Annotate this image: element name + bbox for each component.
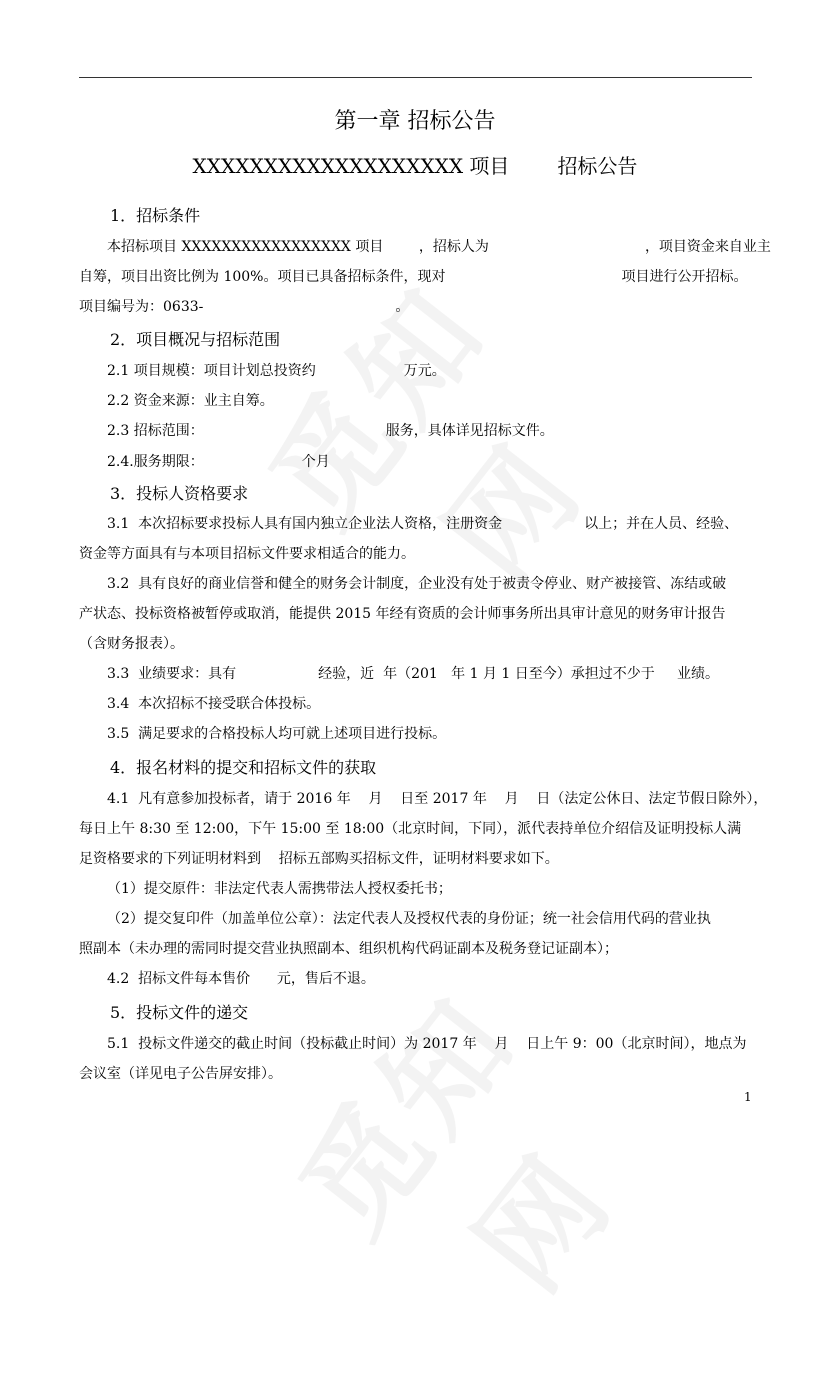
section-2-item-4: 2.4.服务期限： 个月 (107, 454, 330, 470)
section-4-item-1a: 4.1 凡有意参加投标者，请于 2016 年 月 日至 2017 年 月 日（法定公休日、法定节假日除外）， (107, 791, 768, 807)
watermark-bottom (242, 938, 698, 1386)
notice-title: 招标公告 (557, 154, 638, 178)
chapter-title: 第一章 招标公告 (334, 109, 496, 134)
section-3-item-1b: 资金等方面具有与本项目招标文件要求相适合的能力。 (79, 546, 415, 562)
section-5-item-1b: 会议室（详见电子公告屏安排）。 (79, 1066, 282, 1082)
section-4-list-2b: 照副本（未办理的需同时提交营业执照副本、组织机构代码证副本及税务登记证副本）； (79, 941, 618, 957)
section-1-p3: 项目编号为：0633- 。 (79, 299, 410, 315)
section-1-p1: 本招标项目 XXXXXXXXXXXXXXXXX 项目 ，招标人为 ，项目资金来自业主 (107, 239, 771, 255)
project-title: XXXXXXXXXXXXXXXXXXX 项目 (192, 154, 510, 178)
section-2-heading: 2．项目概况与招标范围 (110, 330, 281, 349)
section-4-list-2a: （2）提交复印件（加盖单位公章）：法定代表人及授权代表的身份证；统一社会信用代码的营业执 (107, 911, 711, 927)
section-2-item-3: 2.3 招标范围： 服务，具体详见招标文件。 (107, 423, 554, 439)
section-2-item-1: 2.1 项目规模：项目计划总投资约 万元。 (107, 363, 446, 379)
section-4-heading: 4．报名材料的提交和招标文件的获取 (110, 758, 377, 777)
section-4-list-1: （1）提交原件：非法定代表人需携带法人授权委托书； (107, 881, 452, 897)
page-number: 1 (744, 1090, 752, 1104)
section-5-item-1a: 5.1 投标文件递交的截止时间（投标截止时间）为 2017 年 月 日上午 9：00（北京时间），地点为 (107, 1036, 747, 1052)
section-3-item-1a: 3.1 本次招标要求投标人具有国内独立企业法人资格，注册资金 以上；并在人员、经验、 (107, 516, 739, 532)
section-4-item-2: 4.2 招标文件每本售价 元，售后不退。 (107, 971, 375, 987)
section-3-item-3: 3.3 业绩要求：具有 经验，近 年（201 年 1 月 1 日至今）承担过不少于 业绩。 (107, 666, 720, 682)
notice-title-line (0, 150, 830, 179)
header-rule (79, 77, 752, 78)
section-4-item-1c: 足资格要求的下列证明材料到 招标五部购买招标文件，证明材料要求如下。 (79, 851, 559, 867)
section-1-heading: 1．招标条件 (110, 206, 201, 225)
section-3-item-2a: 3.2 具有良好的商业信誉和健全的财务会计制度，企业没有处于被责令停业、财产被接管、冻结或破 (107, 576, 727, 592)
section-1-p2: 自筹，项目出资比例为 100%。项目已具备招标条件，现对 项目进行公开招标。 (79, 269, 748, 285)
section-3-item-5: 3.5 满足要求的合格投标人均可就上述项目进行投标。 (107, 726, 447, 742)
section-3-heading: 3．投标人资格要求 (110, 484, 249, 503)
section-5-heading: 5．投标文件的递交 (110, 1003, 249, 1022)
section-2-item-2: 2.2 资金来源：业主自筹。 (107, 393, 274, 409)
section-3-item-2b: 产状态、投标资格被暂停或取消，能提供 2015 年经有资质的会计师事务所出具审计意见的财务审计报告 (79, 606, 726, 622)
section-3-item-4: 3.4 本次招标不接受联合体投标。 (107, 696, 321, 712)
section-4-item-1b: 每日上午 8:30 至 12:00，下午 15:00 至 18:00（北京时间，下同），派代表持单位介绍信及证明投标人满 (79, 821, 742, 837)
section-3-item-2c: （含财务报表）。 (79, 636, 184, 652)
